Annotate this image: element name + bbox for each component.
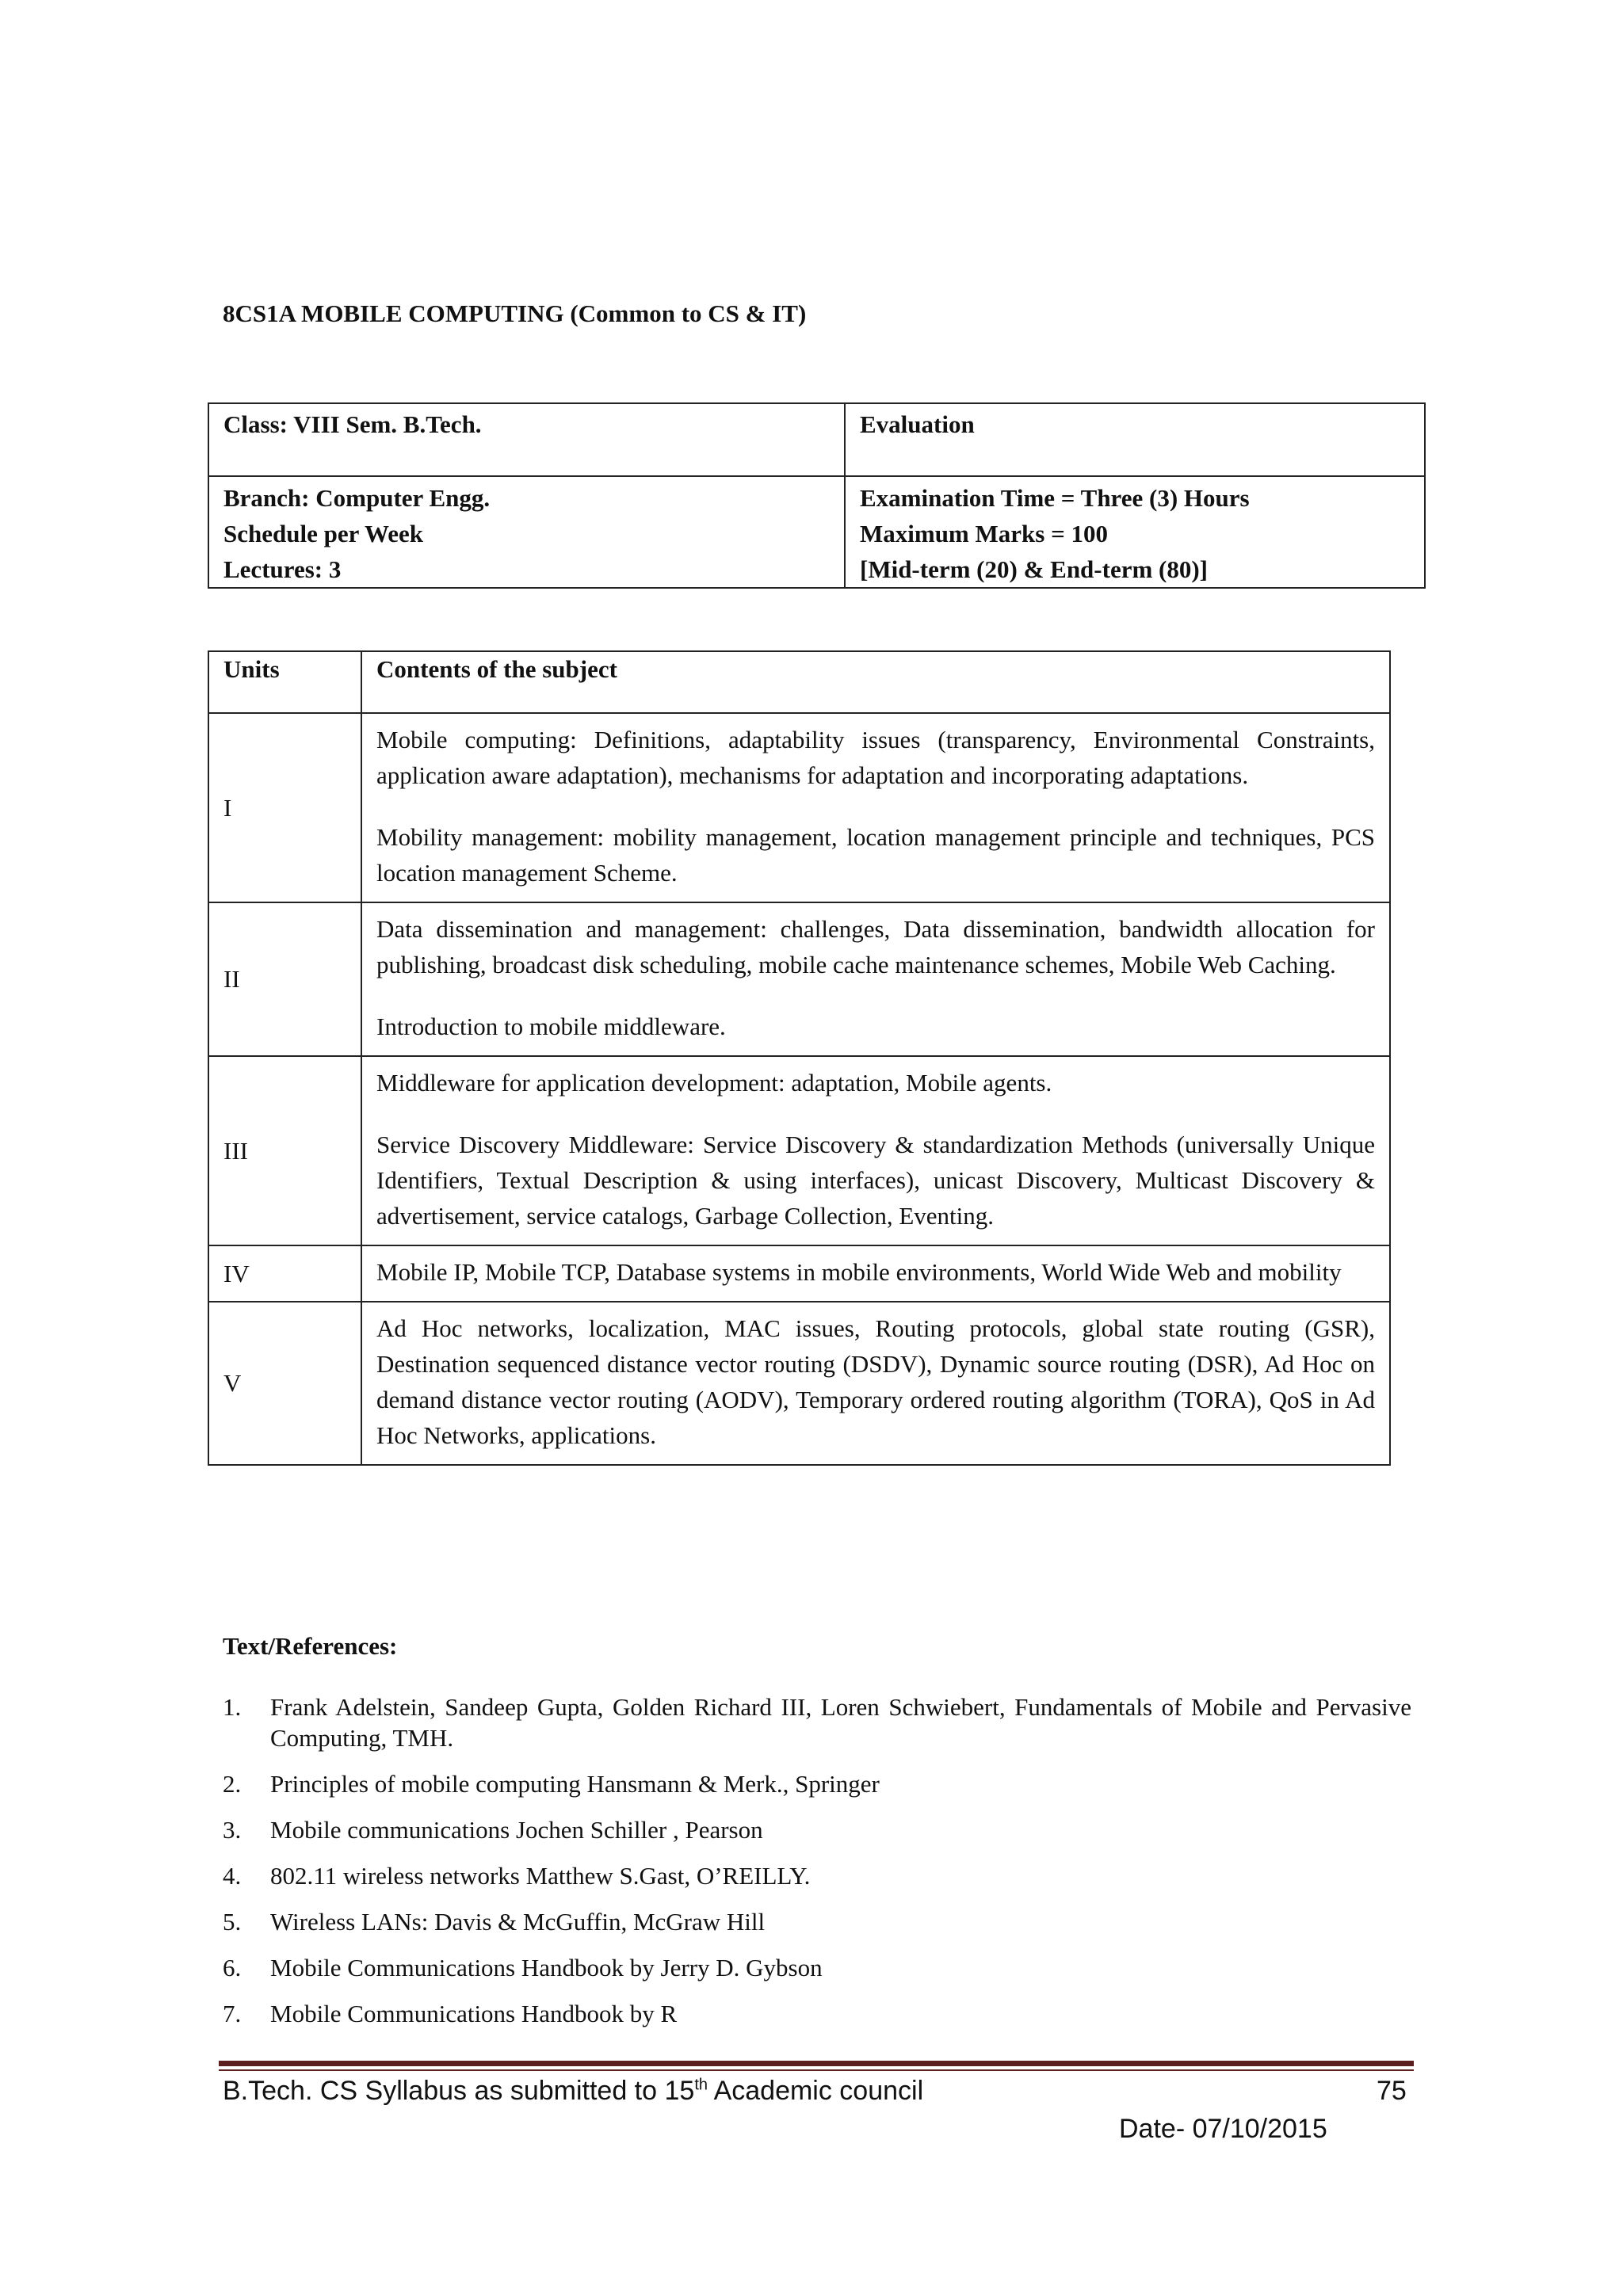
- list-item: [223, 1906, 1411, 1937]
- unit-paragraph: Mobile IP, Mobile TCP, Database systems in mobile environments, World Wide Web and mobility: [376, 1258, 1342, 1286]
- reference-text: Mobile Communications Handbook by Jerry D. Gybson: [270, 1954, 823, 1981]
- reference-number: 4.: [223, 1862, 242, 1890]
- schedule-line: Schedule per Week: [223, 520, 424, 547]
- table-row: [208, 902, 1390, 1056]
- class-cell: Class: VIII Sem. B.Tech.: [208, 403, 845, 476]
- reference-number: 2.: [223, 1770, 242, 1798]
- reference-text: 802.11 wireless networks Matthew S.Gast, O’REILLY.: [270, 1862, 811, 1890]
- table-row: [208, 1245, 1390, 1302]
- reference-text: Frank Adelstein, Sandeep Gupta, Golden Richard III, Loren Schwiebert, Fundamentals of Mobile and Pervasive Computing, TMH.: [270, 1693, 1411, 1752]
- unit-paragraph: Data dissemination and management: challenges, Data dissemination, bandwidth allocation for publishing, broadcast disk scheduling, mobile cache maintenance schemes, Mobile Web Caching.: [376, 915, 1375, 978]
- unit-number: III: [208, 1056, 361, 1245]
- reference-number: 7.: [223, 2000, 242, 2027]
- unit-contents: [361, 1245, 1390, 1302]
- footer-divider: [219, 2061, 1414, 2066]
- unit-number: I: [208, 713, 361, 902]
- branch-line: Branch: Computer Engg.: [223, 484, 491, 512]
- footer-note-prefix: B.Tech. CS Syllabus as submitted to 15: [223, 2076, 695, 2106]
- reference-number: 5.: [223, 1908, 242, 1936]
- marks-split-line: [Mid-term (20) & End-term (80)]: [860, 555, 1209, 583]
- footer-note-suffix: Academic council: [708, 2076, 924, 2106]
- reference-number: 6.: [223, 1954, 242, 1981]
- reference-text: Mobile Communications Handbook by R: [270, 2000, 678, 2027]
- reference-number: 1.: [223, 1693, 242, 1721]
- units-header: Units: [208, 651, 361, 713]
- max-marks-line: Maximum Marks = 100: [860, 520, 1108, 547]
- reference-number: 3.: [223, 1816, 242, 1844]
- table-row: [208, 1056, 1390, 1245]
- table-row: [208, 713, 1390, 902]
- unit-contents: [361, 902, 1390, 1056]
- unit-paragraph: Service Discovery Middleware: Service Discovery & standardization Methods (universally Unique Identifiers, Textual Description & using interfaces), unicast Discovery, Multicast Discovery & advertisement, service catalogs, Garbage Collection, Eventing.: [376, 1131, 1375, 1230]
- list-item: [223, 1952, 1411, 1983]
- unit-paragraph: Mobility management: mobility management, location management principle and techniques, PCS location management Scheme.: [376, 823, 1375, 887]
- list-item: [223, 1691, 1411, 1753]
- reference-text: Mobile communications Jochen Schiller , Pearson: [270, 1816, 763, 1844]
- exam-time-line: Examination Time = Three (3) Hours: [860, 484, 1250, 512]
- table-row: [208, 1302, 1390, 1465]
- footer-date: Date- 07/10/2015: [1119, 2114, 1327, 2144]
- unit-contents: [361, 1056, 1390, 1245]
- contents-header: Contents of the subject: [361, 651, 1390, 713]
- exam-details-cell: [845, 476, 1425, 588]
- course-info-table: [208, 402, 1426, 589]
- unit-paragraph: Mobile computing: Definitions, adaptability issues (transparency, Environmental Constraints, application aware adaptation), mechanisms for adaptation and incorporating adaptations.: [376, 726, 1375, 789]
- branch-schedule-cell: [208, 476, 845, 588]
- reference-text: Principles of mobile computing Hansmann & Merk., Springer: [270, 1770, 880, 1798]
- reference-text: Wireless LANs: Davis & McGuffin, McGraw Hill: [270, 1908, 766, 1936]
- list-item: [223, 1860, 1411, 1891]
- unit-number: II: [208, 902, 361, 1056]
- page-number: 75: [1377, 2076, 1407, 2106]
- references-heading: Text/References:: [223, 1632, 398, 1660]
- unit-paragraph: Introduction to mobile middleware.: [376, 1013, 726, 1040]
- lectures-line: Lectures: 3: [223, 555, 342, 583]
- evaluation-cell: Evaluation: [845, 403, 1425, 476]
- footer-syllabus-note: [223, 2076, 923, 2107]
- references-list: [223, 1691, 1411, 2044]
- unit-contents: [361, 1302, 1390, 1465]
- footer-divider-thin: [219, 2069, 1414, 2071]
- page-title: 8CS1A MOBILE COMPUTING (Common to CS & IT): [223, 299, 807, 327]
- unit-number: V: [208, 1302, 361, 1465]
- list-item: [223, 1998, 1411, 2029]
- syllabus-units-table: [208, 650, 1391, 1466]
- list-item: [223, 1814, 1411, 1845]
- unit-contents: [361, 713, 1390, 902]
- unit-number: IV: [208, 1245, 361, 1302]
- list-item: [223, 1768, 1411, 1799]
- footer-note-ordinal: th: [694, 2076, 708, 2094]
- unit-paragraph: Ad Hoc networks, localization, MAC issues, Routing protocols, global state routing (GSR), Destination sequenced distance vector routing (DSDV), Dynamic source routing (DSR), Ad Hoc on demand distance vector routing (AODV), Temporary ordered routing algorithm (TORA), QoS in Ad Hoc Networks, applications.: [376, 1314, 1375, 1449]
- unit-paragraph: Middleware for application development: adaptation, Mobile agents.: [376, 1069, 1052, 1097]
